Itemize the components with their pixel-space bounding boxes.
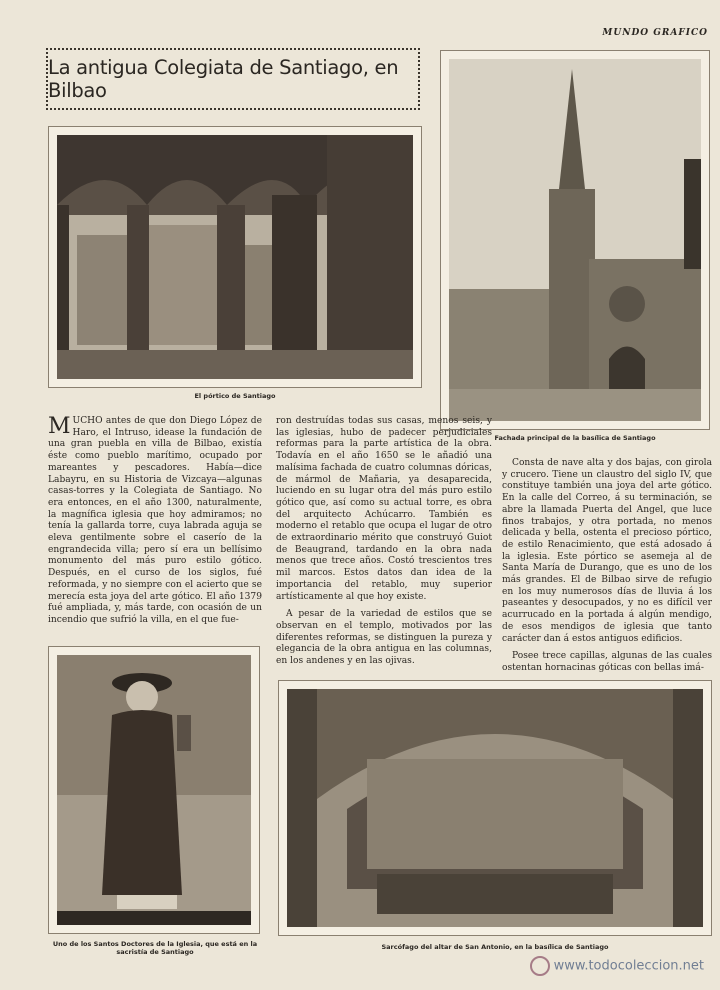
fachada-photo	[449, 59, 701, 421]
fachada-illustration	[449, 59, 701, 421]
portico-illustration	[57, 135, 413, 379]
santo-photo-frame	[48, 646, 260, 934]
col2-paragraph-1: ron destruídas todas sus casas, menos seis, y las iglesias, hubo de padecer perjudiciales reformas para la parte artística de la obra. Todavía en el año 1650 se le añadió una malísima fachada de cuatro columnas dóricas, de mármol de Mañaria, ya desaparecida, luciendo en su lugar otra del más puro estilo gótico que, así como su actual torre, es obra del arquitecto Achúcarro. También es moderno el retablo que ocupa el lugar de otro de extraordinario mérito que construyó Guiot de Beaugrand, tardando en la obra nada menos que trece años. Costó trescientos tres mil marcos. Estos datos dan idea de la importancia del retablo, muy superior artísticamente al que hoy existe.	[276, 416, 492, 602]
fachada-caption: Fachada principal de la basílica de Santiago	[494, 434, 656, 442]
drop-cap: M	[48, 414, 71, 439]
todocoleccion-logo-icon	[530, 956, 550, 976]
col2-paragraph-2: A pesar de la variedad de estilos que se observan en el templo, motivados por las diferentes reformas, se distinguen la pureza y elegancia de la obra antigua en las columnas, en los andenes y en las ojivas.	[276, 609, 492, 667]
sarcofago-photo	[287, 689, 703, 927]
sarcofago-illustration	[287, 689, 703, 927]
sarcofago-photo-frame	[278, 680, 712, 936]
fachada-photo-frame	[440, 50, 710, 430]
portico-caption: El pórtico de Santiago	[194, 392, 276, 400]
santo-caption: Uno de los Santos Doctores de la Iglesia, que está en la sacristía de Santiago	[52, 940, 258, 956]
watermark	[530, 956, 704, 976]
publication-header: MUNDO GRAFICO	[602, 28, 708, 38]
text-column-3	[502, 458, 712, 681]
col3-paragraph-1: Consta de nave alta y dos bajas, con girola y crucero. Tiene un claustro del siglo IV, que constituye también una joya del arte gótico. En la calle del Correo, á su terminación, se abre la llamada Puerta del Angel, que luce finos trabajos, y otra portada, no menos delicada y bella, ostenta el precioso pórtico, de estilo Renacimiento, que está adosado á la iglesia. Este pórtico se asemeja al de Santa María de Durango, que es uno de los más grandes. El de Bilbao sirve de refugio en los muy numerosos días de lluvia á los paseantes y desocupados, y no es difícil ver acurrucado en la portada á algún mendigo, de esos mendigos de iglesia que tanto carácter dan á estos antiguos edificios.	[502, 458, 712, 644]
portico-photo	[57, 135, 413, 379]
article-title: La antigua Colegiata de Santiago, en Bilbao	[48, 56, 399, 102]
portico-photo-frame	[48, 126, 422, 388]
text-column-1	[48, 416, 262, 633]
sarcofago-caption: Sarcófago del altar de San Antonio, en la basílica de Santiago	[381, 943, 609, 951]
col3-paragraph-2: Posee trece capillas, algunas de las cuales ostentan hornacinas góticas con bellas imá-	[502, 651, 712, 673]
santo-photo	[57, 655, 251, 925]
watermark-text: www.todocoleccion.net	[553, 958, 704, 974]
text-column-2	[276, 416, 492, 674]
col1-text: UCHO antes de que don Diego López de Haro, el Intruso, idease la fundación de una gran puebla en villa de Bilbao, existía éste como pueblo marítimo, ocupado por mareantes y pescadores. Había—dice Labayru, en su Historia de Vizcaya—algunas casas-torres y la Colegiata de Santiago. No era entonces, en el año 1300, naturalmente, la magnífica iglesia que hoy admiramos; no tenía la gallarda torre, cuya labrada aguja se eleva gentilmente sobre el caserío de la engrandecida villa; pero sí era un bellísimo monumento del más puro estilo gótico. Después, en el curso de los siglos, fué reformada, y no siempre con el acierto que se merecía esta joya del arte gótico. El año 1379 fué ampliada, y, más tarde, con ocasión de un incendio que sufrió la villa, en el que fue-	[48, 416, 262, 625]
title-box	[46, 48, 420, 110]
santo-illustration	[57, 655, 251, 925]
